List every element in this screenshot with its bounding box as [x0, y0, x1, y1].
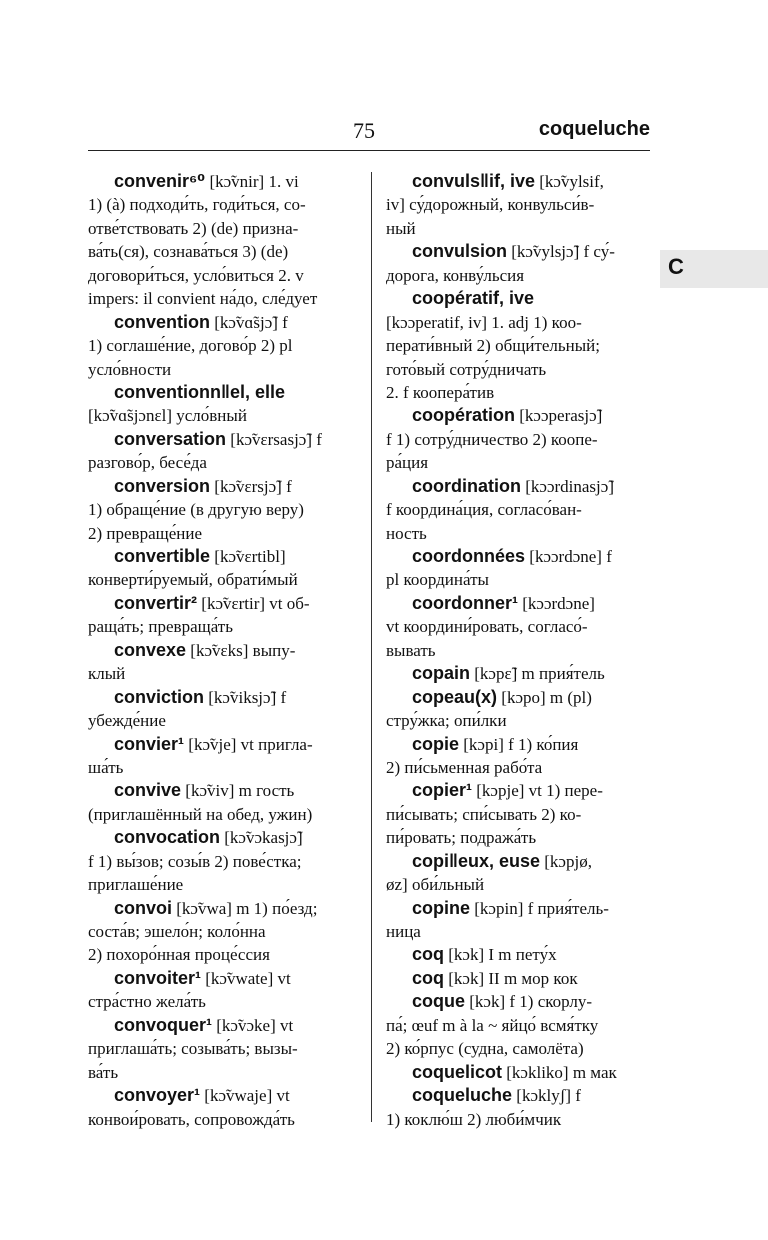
entry-headword: copie: [412, 733, 460, 754]
entry-head-line: [88, 381, 354, 404]
running-headword: coqueluche: [538, 118, 650, 140]
entry-line: [kɔɔperatif, iv] 1. adj 1) коо-: [386, 312, 582, 332]
entry-definition: [kɔklyʃ] f: [512, 1086, 581, 1106]
entry-headword: copier¹: [412, 780, 473, 801]
entry-definition: [kɔk] II m мор кок: [444, 968, 578, 988]
entry-definition: [kɔɔrdɔne] f: [525, 547, 612, 566]
entry-headword: coopératif, ive: [412, 288, 535, 309]
entry-head-line: [386, 967, 650, 990]
entry-line: 1) соглаше́ние, догово́р 2) pl: [88, 336, 293, 356]
entry-line: ша́ть: [88, 757, 124, 777]
entry-headword: coopération: [412, 405, 516, 426]
section-letter-tab: [660, 250, 768, 288]
entry-head-line: [386, 404, 650, 427]
entry-head-line: [386, 662, 650, 685]
entry-line: конверти́руемый, обрати́мый: [88, 570, 298, 590]
entry-line: ность: [386, 523, 427, 543]
entry-head-line: [386, 686, 650, 709]
entry-headword: conviction: [114, 686, 205, 707]
entry-headword: convexe: [114, 639, 187, 660]
entry-line: 1) обраще́ние (в другую веру): [88, 500, 304, 520]
entry-line: 2) ко́рпус (судна, самолёта): [386, 1039, 584, 1059]
entry-line: 2. f коопера́тив: [386, 382, 495, 402]
entry-head-line: [88, 311, 354, 334]
entry-headword: convocation: [114, 827, 221, 848]
entry-head-line: [386, 475, 650, 498]
entry-line: (приглашённый на обед, ужин): [88, 804, 313, 824]
entry-line: раща́ть; превраща́ть: [88, 617, 233, 637]
entry-headword: convoiter¹: [114, 967, 202, 988]
entry-definition: [kɔ̃vylsjɔ̃] f су́-: [507, 242, 615, 262]
entry-head-line: [386, 990, 650, 1013]
entry-head-line: [88, 686, 354, 709]
entry-headword: convertible: [114, 546, 211, 566]
entry-head-line: [88, 1084, 354, 1107]
column-divider: [371, 172, 372, 1122]
entry-definition: [kɔk] f 1) скорлу-: [465, 992, 593, 1012]
entry-line: па́; œuf m à la ~ яйцо́ всмя́тку: [386, 1015, 599, 1035]
entry-head-line: [386, 943, 650, 966]
entry-line: перати́вный 2) общи́тельный;: [386, 336, 600, 356]
entry-line: гото́вый сотру́дничать: [386, 359, 547, 379]
entry-line: стра́стно жела́ть: [88, 992, 206, 1012]
entry-definition: [kɔkliko] m мак: [502, 1062, 617, 1082]
entry-line: vt координи́ровать, согласо́-: [386, 617, 588, 637]
entry-definition: [kɔpɛ̃] m прия́тель: [470, 664, 605, 684]
entry-definition: [kɔɔrdinasjɔ̃]: [521, 476, 614, 496]
entry-headword: coquelicot: [412, 1061, 503, 1082]
entry-head-line: [88, 1014, 354, 1037]
entry-head-line: [386, 897, 650, 920]
entry-line: клый: [88, 664, 126, 684]
entry-definition: [kɔ̃vɛrtir] vt об-: [197, 593, 310, 613]
entry-line: убежде́ние: [88, 711, 166, 731]
entry-headword: convoi: [114, 897, 173, 918]
entry-headword: copain: [412, 663, 471, 684]
entry-head-line: [88, 475, 354, 498]
entry-line: 2) похоро́нная проце́ссия: [88, 945, 270, 965]
entry-definition: [kɔpi] f 1) ко́пия: [459, 734, 579, 754]
entry-headword: coq: [412, 944, 445, 965]
entry-headword: coordonner¹: [412, 592, 518, 613]
entry-headword: convention: [114, 311, 211, 332]
entry-line: пи́сывать; спи́сывать 2) ко-: [386, 804, 582, 824]
entry-head-line: [386, 240, 650, 263]
entry-headword: convertir²: [114, 592, 198, 613]
entry-definition: [kɔ̃vwaje] vt: [200, 1086, 290, 1106]
entry-head-line: [88, 545, 354, 568]
page-number: 75: [353, 118, 375, 143]
entry-headword: convenir⁶⁰: [114, 171, 206, 191]
entry-head-line: [386, 1084, 650, 1107]
entry-head-line: [88, 733, 354, 756]
left-column: [88, 170, 354, 1131]
entry-definition: [kɔ̃vylsif,: [535, 172, 604, 191]
entry-line: дорога, конву́льсия: [386, 265, 525, 285]
entry-line: 1) коклю́ш 2) люби́мчик: [386, 1109, 562, 1129]
entry-line: пи́ровать; подража́ть: [386, 828, 537, 848]
entry-head-line: [386, 287, 650, 310]
entry-head-line: [88, 428, 354, 451]
entry-headword: convier¹: [114, 733, 185, 754]
entry-definition: [kɔ̃vɛrsjɔ̃] f: [210, 476, 292, 496]
entry-definition: [kɔɔperasjɔ̃]: [515, 406, 603, 426]
entry-line: [kɔ̃vɑ̃sjɔnɛl] усло́вный: [88, 406, 247, 426]
entry-headword: copi‖eux, euse: [412, 850, 541, 871]
entry-definition: [kɔ̃vɔke] vt: [212, 1015, 294, 1035]
entry-line: øz] оби́льный: [386, 875, 485, 895]
page-header: [88, 118, 650, 152]
entry-head-line: [88, 592, 354, 615]
entry-line: вывать: [386, 640, 436, 660]
entry-definition: [kɔk] I m пету́х: [444, 945, 557, 965]
entry-line: ва́ть(ся), сознава́ться 3) (de): [88, 242, 289, 262]
entry-definition: [kɔpin] f прия́тель-: [470, 898, 609, 918]
entry-definition: [kɔ̃vwate] vt: [201, 968, 291, 988]
entry-headword: convoquer¹: [114, 1014, 213, 1035]
entry-definition: [kɔ̃vɛrtibl]: [210, 547, 286, 566]
entry-headword: coordination: [412, 475, 521, 496]
entry-head-line: [386, 779, 650, 802]
entry-line: ва́ть: [88, 1062, 119, 1082]
entry-headword: convuls‖if, ive: [412, 171, 535, 191]
entry-line: приглаша́ть; созыва́ть; вызы-: [88, 1039, 298, 1059]
entry-line: ра́ция: [386, 453, 429, 473]
entry-line: конвои́ровать, сопровожда́ть: [88, 1109, 295, 1129]
entry-head-line: [386, 592, 650, 615]
entry-definition: [kɔɔrdɔne]: [518, 593, 595, 613]
entry-line: соста́в; эшело́н; коло́нна: [88, 922, 266, 941]
entry-head-line: [88, 897, 354, 920]
entry-head-line: [88, 639, 354, 662]
entry-headword: convulsion: [412, 241, 508, 262]
entry-line: f 1) сотру́дничество 2) коопе-: [386, 429, 598, 449]
entry-headword: coordonnées: [412, 546, 526, 566]
entry-line: разгово́р, бесе́да: [88, 453, 207, 473]
entry-line: 1) (à) подходи́ть, годи́ться, со-: [88, 195, 306, 215]
entry-line: приглаше́ние: [88, 875, 184, 895]
entry-definition: [kɔpo] m (pl): [497, 687, 592, 707]
entry-headword: convoyer¹: [114, 1085, 201, 1106]
section-letter: C: [668, 254, 684, 279]
entry-line: f координа́ция, согласо́ван-: [386, 500, 582, 520]
header-rule: [88, 150, 650, 151]
entry-headword: convive: [114, 780, 182, 801]
entry-definition: [kɔ̃vje] vt пригла-: [184, 734, 313, 754]
entry-definition: [kɔ̃viksjɔ̃] f: [204, 687, 287, 707]
right-column: [386, 170, 650, 1131]
entry-head-line: [386, 733, 650, 756]
entry-line: 2) превраще́ние: [88, 523, 203, 543]
entry-head-line: [386, 850, 650, 873]
entry-line: pl координа́ты: [386, 570, 489, 590]
entry-line: f 1) вы́зов; созы́в 2) пове́стка;: [88, 851, 302, 871]
entry-headword: conversion: [114, 475, 211, 496]
entry-line: ница: [386, 922, 421, 941]
entry-head-line: [386, 545, 650, 568]
entry-headword: coque: [412, 991, 466, 1012]
entry-head-line: [88, 170, 354, 193]
entry-headword: copeau(x): [412, 686, 498, 707]
entry-definition: [kɔ̃vɔkasjɔ̃]: [220, 828, 303, 848]
entry-head-line: [386, 170, 650, 193]
entry-head-line: [386, 1061, 650, 1084]
entry-line: ный: [386, 218, 416, 238]
entry-headword: coqueluche: [412, 1085, 513, 1106]
entry-line: 2) пи́сьменная рабо́та: [386, 757, 543, 777]
entry-definition: [kɔ̃vɛrsasjɔ̃] f: [226, 429, 322, 449]
entry-head-line: [88, 967, 354, 990]
entry-line: усло́вности: [88, 359, 172, 379]
entry-definition: [kɔ̃vɑ̃sjɔ̃] f: [210, 312, 288, 332]
entry-definition: [kɔpjø,: [540, 851, 592, 871]
entry-definition: [kɔ̃vwa] m 1) по́езд;: [172, 898, 318, 918]
entry-headword: conversation: [114, 428, 227, 449]
entry-head-line: [88, 779, 354, 802]
entry-definition: [kɔ̃vnir] 1. vi: [205, 172, 299, 191]
entry-head-line: [88, 826, 354, 849]
entry-line: iv] су́дорожный, конвульси́в-: [386, 195, 595, 215]
entry-line: договори́ться, усло́виться 2. v: [88, 265, 304, 285]
entry-line: impers: il convient на́до, сле́дует: [88, 289, 318, 309]
entry-headword: copine: [412, 897, 471, 918]
entry-headword: coq: [412, 967, 445, 988]
entry-headword: conventionn‖el, elle: [114, 381, 285, 402]
entry-definition: [kɔ̃vɛks] выпу-: [186, 640, 296, 660]
entry-definition: [kɔpje] vt 1) пере-: [472, 781, 603, 801]
entry-line: стру́жка; опи́лки: [386, 711, 507, 731]
entry-definition: [kɔ̃viv] m гость: [181, 781, 295, 801]
entry-line: отве́тствовать 2) (de) призна-: [88, 218, 299, 238]
